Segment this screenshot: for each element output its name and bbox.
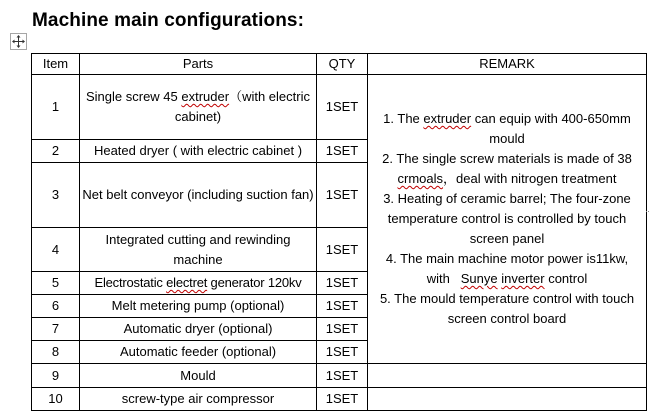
remark-text [370,109,644,329]
quantity: 1SET [317,163,368,228]
header-qty: QTY [317,54,368,75]
remark-line: 3. Heating of ceramic barrel; The four-zone [383,191,631,206]
quantity: 1SET [317,272,368,295]
move-arrows-icon [12,35,25,48]
remark-line: 5. The mould temperature control with touch [379,291,635,306]
remark-line: 1. The extruder can equip with 400-650mm [383,111,631,126]
header-parts: Parts [80,54,317,75]
quantity: 1SET [317,295,368,318]
item-number: 10 [32,388,80,411]
quantity: 1SET [317,364,368,388]
part-name: Automatic feeder (optional) [80,341,317,364]
table-row [32,75,647,140]
configuration-table [31,53,647,411]
spellcheck-word: inverter [501,271,545,286]
spellcheck-word: extruder [181,89,230,104]
header-item: Item [32,54,80,75]
part-name: screw-type air compressor [80,388,317,411]
table-row [32,388,647,411]
quantity: 1SET [317,318,368,341]
part-name: Net belt conveyor (including suction fan) [80,163,317,228]
remark-line: 2. The single screw materials is made of 38 [382,151,632,166]
part-name: Integrated cutting and rewinding machine [80,228,317,272]
remark-line: screen control board [447,311,567,326]
remark-line: temperature control is controlled by touch [387,211,627,226]
part-name [80,75,317,140]
item-number: 2 [32,140,80,163]
spellcheck-word: crmoals [397,171,444,186]
spellcheck-word: Sunye [460,271,498,286]
table-row [32,364,647,388]
table-header-row [32,54,647,75]
item-number: 4 [32,228,80,272]
header-remark: REMARK [368,54,647,75]
part-name-text: Single screw 45 extruder（with electric cabinet) [85,89,310,124]
item-number: 3 [32,163,80,228]
quantity: 1SET [317,341,368,364]
item-number: 7 [32,318,80,341]
remark-line: screen panel [469,231,545,246]
remark-line: with Sunye inverter control [426,271,588,286]
remark-line: 4. The main machine motor power is11kw, [385,251,629,266]
remark-cell [368,75,647,364]
item-number: 6 [32,295,80,318]
item-number: 1 [32,75,80,140]
quantity: 1SET [317,75,368,140]
part-name: Mould [80,364,317,388]
part-name [80,272,317,295]
remark-line: crmoals，deal with nitrogen treatment [397,171,617,186]
part-name-text: Electrostatic electret generator 120kv [94,275,302,290]
item-number: 8 [32,341,80,364]
part-name: Heated dryer ( with electric cabinet ) [80,140,317,163]
part-name: Melt metering pump (optional) [80,295,317,318]
document-title: Machine main configurations: [32,10,304,31]
item-number: 5 [32,272,80,295]
remark-line: mould [489,131,525,146]
spellcheck-word: extruder [423,111,472,126]
quantity: 1SET [317,140,368,163]
table-move-handle[interactable] [10,33,27,50]
quantity: 1SET [317,228,368,272]
quantity: 1SET [317,388,368,411]
spellcheck-word: electret [166,275,208,290]
item-number: 9 [32,364,80,388]
remark-empty-cell [368,388,647,411]
part-name: Automatic dryer (optional) [80,318,317,341]
remark-empty-cell [368,364,647,388]
